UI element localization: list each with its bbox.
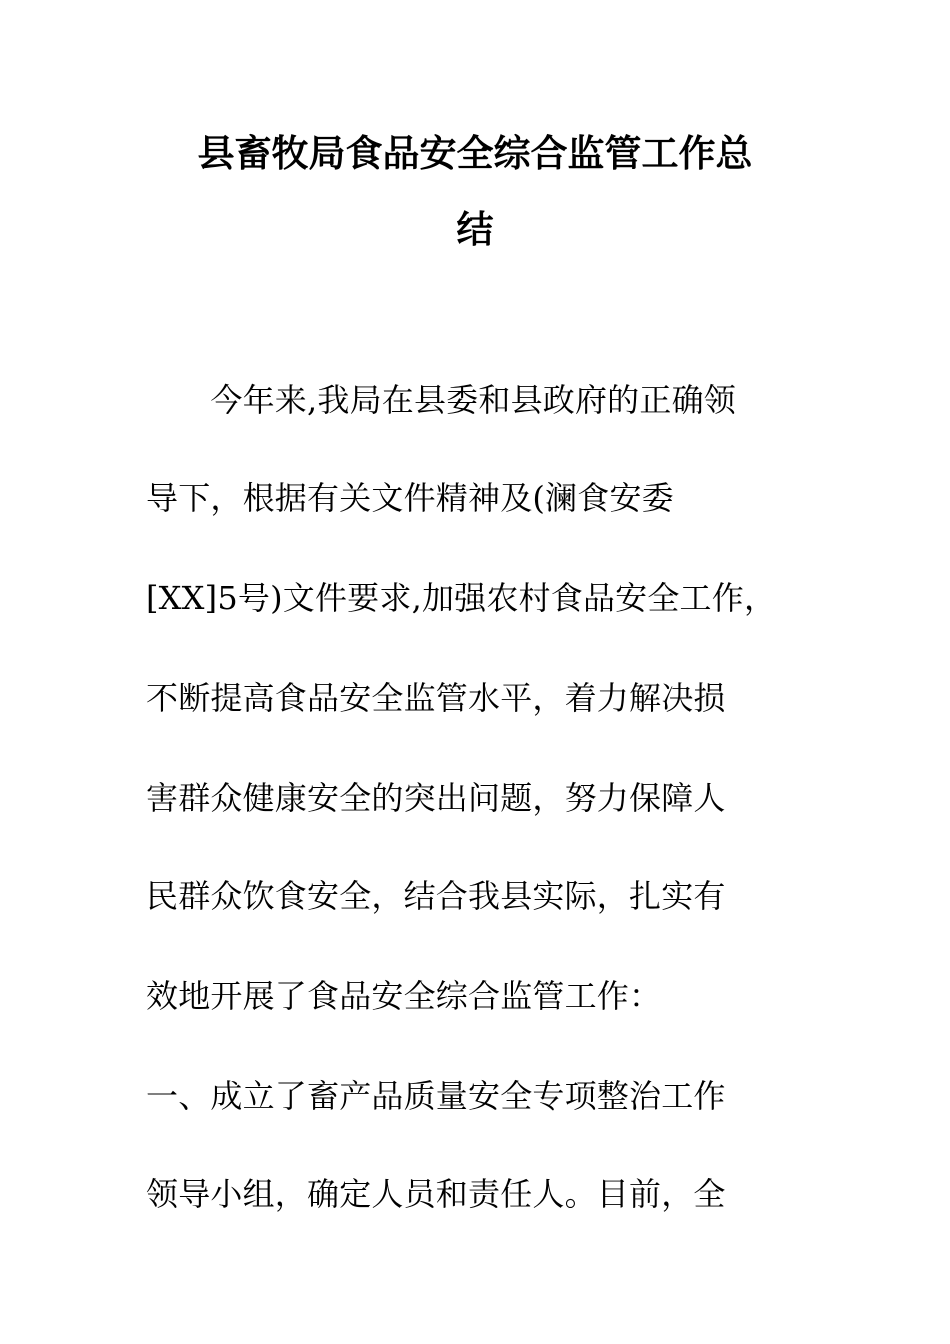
body-line-8: 一、成立了畜产品质量安全专项整治工作 — [146, 1077, 726, 1115]
body-line-6: 民群众饮食安全，结合我县实际，扎实有 — [146, 877, 726, 915]
document-title-line-2: 结 — [456, 208, 494, 251]
body-line-3: [XX]5号)文件要求,加强农村食品安全工作， — [146, 579, 777, 617]
document-title-line-1: 县畜牧局食品安全综合监管工作总 — [197, 132, 753, 175]
body-line-4: 不断提高食品安全监管水平，着力解决损 — [146, 679, 726, 717]
body-line-9: 领导小组，确定人员和责任人。目前，全 — [146, 1175, 726, 1213]
body-line-1: 今年来,我局在县委和县政府的正确领 — [146, 381, 736, 419]
body-line-7: 效地开展了食品安全综合监管工作： — [146, 977, 662, 1015]
body-line-2: 导下，根据有关文件精神及(澜食安委 — [146, 479, 674, 517]
body-line-5: 害群众健康安全的突出问题，努力保障人 — [146, 779, 726, 817]
